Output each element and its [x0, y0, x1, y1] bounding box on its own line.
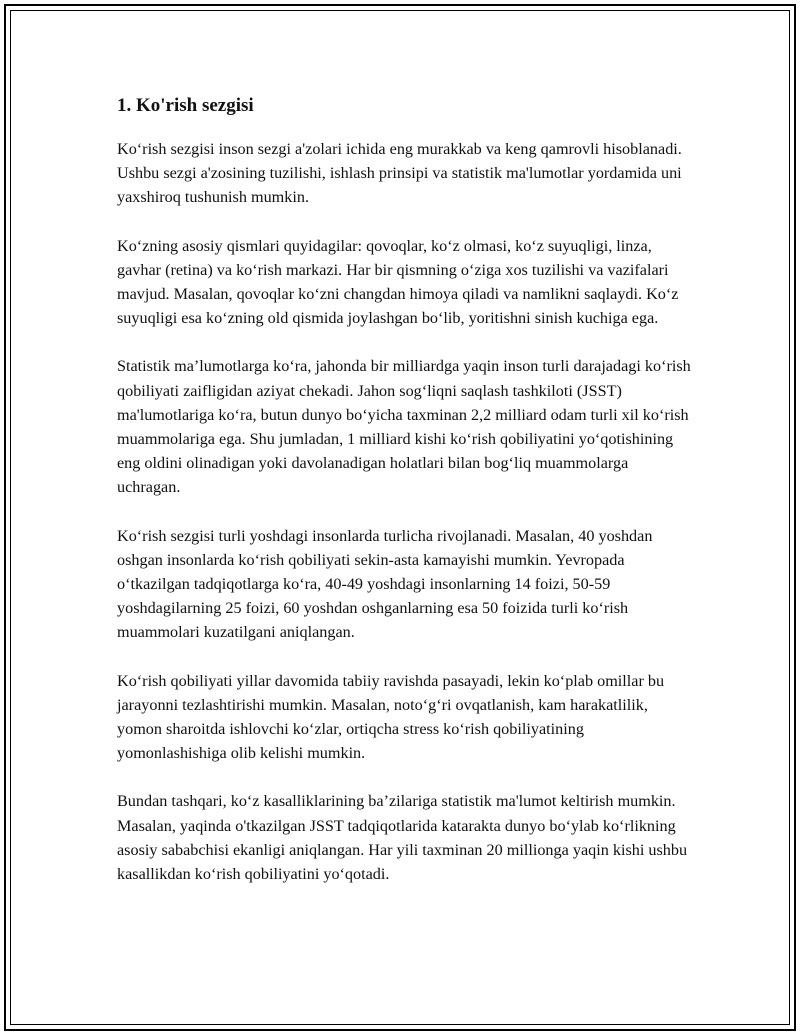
- paragraph: Bundan tashqari, ko‘z kasalliklarining ba’zilariga statistik ma'lumot keltirish mumkin. Masalan, yaqinda o'tkazilgan JSST tadqiqotlarida katarakta dunyo bo‘ylab ko‘rlikning asosiy sababchisi ekanligi aniqlangan. Har yili taxminan 20 millionga yaqin kishi ushbu kasallikdan ko‘rish qobiliyatini yo‘qotadi.: [117, 792, 688, 884]
- document-body: [117, 93, 692, 910]
- paragraph: Ko‘rish sezgisi turli yoshdagi insonlarda turlicha rivojlanadi. Masalan, 40 yoshdan oshgan insonlarda ko‘rish qobiliyati sekin-asta kamayishi mumkin. Yevropada o‘tkazilgan tadqiqotlarga ko‘ra, 40-49 yoshdagi insonlarning 14 foizi, 50-59 yoshdagilarning 25 foizi, 60 yoshdan oshganlarning esa 50 foizida turli ko‘rish muammolari kuzatilgani aniqlangan.: [117, 526, 653, 642]
- paragraph: Ko‘zning asosiy qismlari quyidagilar: qovoqlar, ko‘z olmasi, ko‘z suyuqligi, linza, gavhar (retina) va ko‘rish markazi. Har bir qismning o‘ziga xos tuzilishi va vazifalari mavjud. Masalan, qovoqlar ko‘zni changdan himoya qiladi va namlikni saqlaydi. Ko‘z suyuqligi esa ko‘zning old qismida joylashgan bo‘lib, yoritishni sinish kuchiga ega.: [117, 236, 679, 328]
- section-heading: 1. Ko'rish sezgisi: [117, 95, 254, 116]
- paragraph: Statistik ma’lumotlarga ko‘ra, jahonda bir milliardga yaqin inson turli darajadagi ko‘rish qobiliyati zaifligidan aziyat chekadi. Jahon sog‘liqni saqlash tashkiloti (JSST) ma'lumotlariga ko‘ra, butun dunyo bo‘yicha taxminan 2,2 milliard odam turli xil ko‘rish muammolariga ega. Shu jumladan, 1 milliard kishi ko‘rish qobiliyatini yo‘qotishining eng oldini olinadigan yoki davolanadigan holatlari bilan bog‘liq muammolarga uchragan.: [117, 357, 691, 497]
- paragraph: Ko‘rish qobiliyati yillar davomida tabiiy ravishda pasayadi, lekin ko‘plab omillar bu jarayonni tezlashtirishi mumkin. Masalan, noto‘g‘ri ovqatlanish, kam harakatlilik, yomon sharoitda ishlovchi ko‘zlar, ortiqcha stress ko‘rish qobiliyatining yomonlashishiga olib kelishi mumkin.: [117, 671, 665, 763]
- paragraph: Ko‘rish sezgisi inson sezgi a'zolari ichida eng murakkab va keng qamrovli hisoblanadi. Ushbu sezgi a'zosining tuzilishi, ishlash prinsipi va statistik ma'lumotlar yordamida uni yaxshiroq tushunish mumkin.: [117, 140, 682, 207]
